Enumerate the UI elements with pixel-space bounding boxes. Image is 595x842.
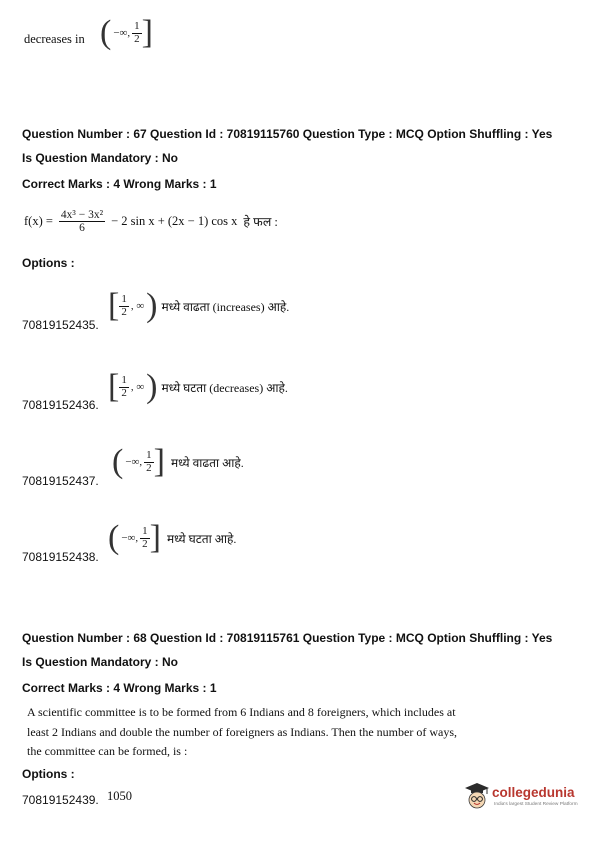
q68-body-line1: A scientific committee is to be formed from 6 Indians and 8 foreigners, which includes at (27, 705, 456, 719)
option-4-interval (108, 521, 161, 555)
interval-right-bracket: ) (146, 287, 158, 324)
interval-fraction (132, 21, 142, 45)
option-3-interval (112, 445, 165, 479)
interval-inf: , ∞ (130, 381, 145, 393)
interval-fraction (119, 294, 129, 318)
interval-left-bracket: [ (108, 368, 120, 405)
option-2-interval (108, 370, 158, 404)
q67-option-1-content[interactable] (108, 289, 289, 323)
formula-denominator: 6 (79, 222, 85, 235)
q68-meta-line2: Is Question Mandatory : No (22, 655, 179, 669)
q67-meta-line1: Question Number : 67 Question Id : 70819115760 Question Type : MCQ Option Shuffling : Yes (22, 127, 553, 141)
formula-fraction (59, 209, 105, 234)
fraction-denominator: 2 (142, 537, 148, 550)
q67-meta-line3: Correct Marks : 4 Wrong Marks : 1 (22, 177, 217, 191)
interval-right-bracket: ] (149, 519, 161, 556)
interval-right-bracket: ) (146, 368, 158, 405)
interval-left-bracket: [ (108, 287, 120, 324)
fraction-numerator: 1 (146, 448, 152, 461)
q68-option-1-value[interactable]: 1050 (107, 789, 132, 803)
q68-meta-line3: Correct Marks : 4 Wrong Marks : 1 (22, 681, 217, 695)
q67-option-1-id: 70819152435. (22, 318, 99, 332)
logo-tagline: India's largest Student Review Platform (494, 802, 578, 807)
formula-lhs: f(x) = (24, 214, 53, 229)
option-1-interval (108, 289, 158, 323)
q67-option-4-content[interactable] (108, 521, 236, 555)
interval-neg-inf: −∞, (125, 456, 143, 468)
interval-inf: , ∞ (130, 300, 145, 312)
top-text: decreases in (24, 32, 85, 46)
interval-left-bracket: ( (112, 443, 124, 480)
infinity-symbol: ∞ (136, 381, 145, 393)
fraction-denominator: 2 (134, 32, 140, 45)
fraction-numerator: 1 (121, 292, 127, 305)
option-4-text: मध्ये घटता आहे. (166, 531, 237, 546)
interval-fraction (119, 375, 129, 399)
q67-option-2-content[interactable] (108, 370, 288, 404)
q67-option-2-id: 70819152436. (22, 398, 99, 412)
interval-fraction (144, 450, 154, 474)
q67-option-3-id: 70819152437. (22, 474, 99, 488)
formula-hindi: हे फल : (243, 215, 278, 230)
fraction-numerator: 1 (121, 373, 127, 386)
q67-formula (24, 209, 278, 234)
q68-options-label: Options : (22, 767, 75, 781)
q68-meta-line1: Question Number : 68 Question Id : 70819115761 Question Type : MCQ Option Shuffling : Yes (22, 631, 553, 645)
interval-neg-inf: −∞, (121, 532, 139, 544)
interval-right-bracket: ] (141, 14, 153, 51)
q67-meta-line2: Is Question Mandatory : No (22, 151, 179, 165)
q67-option-3-content[interactable] (112, 445, 244, 479)
q67-option-4-id: 70819152438. (22, 550, 99, 564)
interval-left-bracket: ( (108, 519, 120, 556)
formula-rest: − 2 sin x + (2x − 1) cos x (111, 214, 238, 229)
fraction-denominator: 2 (146, 461, 152, 474)
interval-right-bracket: ] (153, 443, 165, 480)
mascot-icon (464, 781, 490, 811)
option-1-text: मध्ये वाढता (increases) आहे. (161, 299, 290, 314)
option-2-text: मध्ये घटता (decreases) आहे. (161, 380, 288, 395)
fraction-numerator: 1 (142, 524, 148, 537)
interval-neg-inf: −∞, (113, 27, 131, 39)
logo-name: collegedunia (492, 785, 575, 800)
fraction-numerator: 1 (134, 19, 140, 32)
fraction-denominator: 2 (121, 386, 127, 399)
interval-fraction (140, 526, 150, 550)
q67-options-label: Options : (22, 256, 75, 270)
collegedunia-logo (464, 781, 584, 813)
top-interval (100, 16, 153, 50)
interval-left-bracket: ( (100, 14, 112, 51)
fraction-denominator: 2 (121, 305, 127, 318)
q68-option-1-id: 70819152439. (22, 793, 99, 807)
option-3-text: मध्ये वाढता आहे. (170, 455, 244, 470)
q68-body-line2: least 2 Indians and double the number of foreigners as Indians. Then the number of ways, (27, 725, 457, 739)
infinity-symbol: ∞ (136, 300, 145, 312)
q68-body-line3: the committee can be formed, is : (27, 744, 188, 758)
formula-numerator: 4x³ − 3x² (60, 209, 104, 221)
